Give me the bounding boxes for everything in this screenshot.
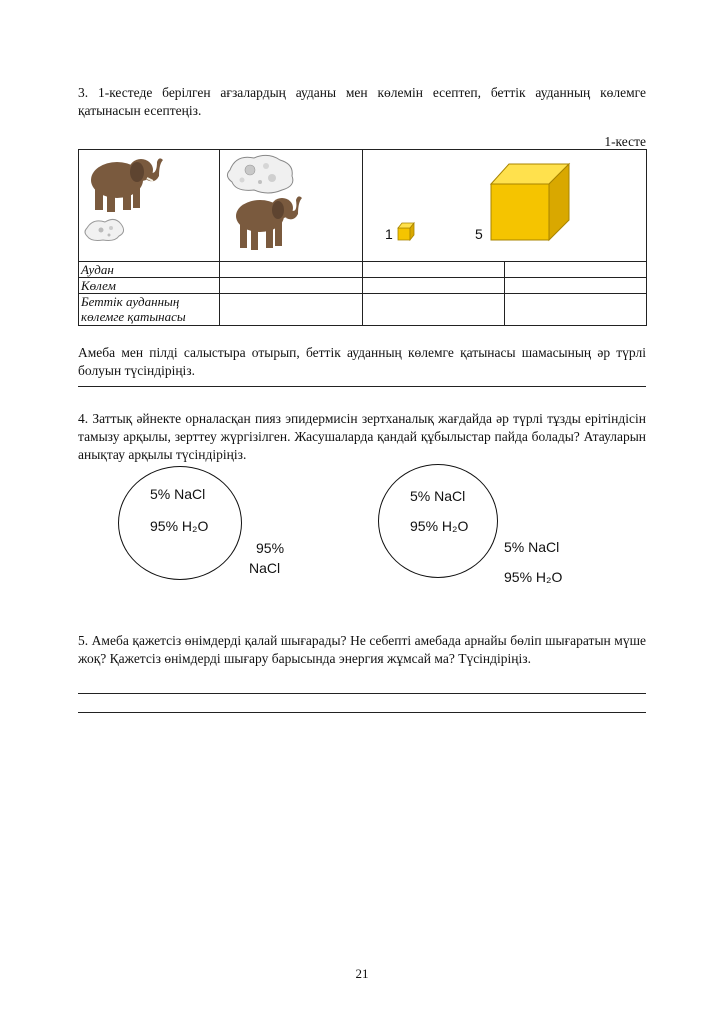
cell-2-nacl-inside: 5% NaCl [410, 488, 466, 504]
row-label-volume: Көлем [79, 278, 220, 294]
cell-area-1[interactable] [220, 262, 363, 278]
cell-1-h2o-inside: 95% H₂O [150, 518, 209, 534]
row-volume [79, 278, 647, 294]
elephant-small-icon [236, 196, 302, 250]
cell-2-h2o-outside: 95% H₂O [504, 569, 563, 585]
table-1 [78, 149, 647, 326]
cell-volume-2[interactable] [363, 278, 505, 294]
cell-1-outside-percent: 95% [256, 540, 285, 556]
cubes-illustration [363, 150, 647, 258]
row-label-area: Аудан [79, 262, 220, 278]
row-ratio [79, 294, 647, 326]
cell-2-nacl-outside: 5% NaCl [504, 539, 560, 555]
page-number: 21 [355, 966, 369, 981]
cell-ratio-3[interactable] [505, 294, 647, 326]
cube-small-label: 1 [385, 226, 393, 242]
cell-2-h2o-inside: 95% H₂O [410, 518, 469, 534]
table-caption: 1-кесте [604, 134, 646, 149]
cell-ratio-2[interactable] [363, 294, 505, 326]
row-label-ratio: Беттік ауданның көлемге қатынасы [79, 294, 220, 326]
cell-amoeba-elephant [220, 150, 363, 262]
elephant-large-icon [79, 150, 220, 258]
question-3-followup: Амеба мен пілді салыстыра отырып, беттік ауданның көлемге қатынасы шамасының әр түрлі болуын түсіндіріңіз. [78, 345, 646, 378]
cell-ratio-1[interactable] [220, 294, 363, 326]
question-4-text: 4. Заттық әйнекте орналасқан пияз эпидермисін зертханалық жағдайда әр түрлі тұзды ерітіндісін тамызу арқылы, зерттеу жүргізілген. Жасушаларда қандай құбылыстар пайда болады? Атауларын анықтау арқылы түсіндіріңіз. [78, 411, 646, 462]
cell-1-nacl-inside: 5% NaCl [150, 486, 206, 502]
amoeba-large-icon [220, 150, 363, 258]
cell-1-outside-nacl: NaCl [249, 560, 281, 576]
cube-large-icon [491, 164, 569, 240]
row-area [79, 262, 647, 278]
cell-volume-1[interactable] [220, 278, 363, 294]
answer-line[interactable] [78, 712, 646, 713]
cell-elephant-amoeba [79, 150, 220, 262]
question-5-text: 5. Амеба қажетсіз өнімдерді қалай шығарады? Не себепті амебада арнайы бөліп шығаратын мүше жоқ? Қажетсіз өнімдерді шығару барысында энергия жұмсай ма? Түсіндіріңіз. [78, 633, 646, 666]
cell-cubes [363, 150, 647, 262]
image-row [79, 150, 647, 262]
cell-area-3[interactable] [505, 262, 647, 278]
cube-small-icon [398, 223, 414, 240]
answer-line[interactable] [78, 386, 646, 387]
cube-large-label: 5 [475, 226, 483, 242]
question-3-text: 3. 1-кестеде берілген ағзалардың ауданы мен көлемін есептеп, беттік ауданның көлемге қатынасын есептеңіз. [78, 85, 646, 118]
cell-volume-3[interactable] [505, 278, 647, 294]
cell-area-2[interactable] [363, 262, 505, 278]
answer-line[interactable] [78, 693, 646, 694]
amoeba-small-icon [85, 219, 124, 240]
